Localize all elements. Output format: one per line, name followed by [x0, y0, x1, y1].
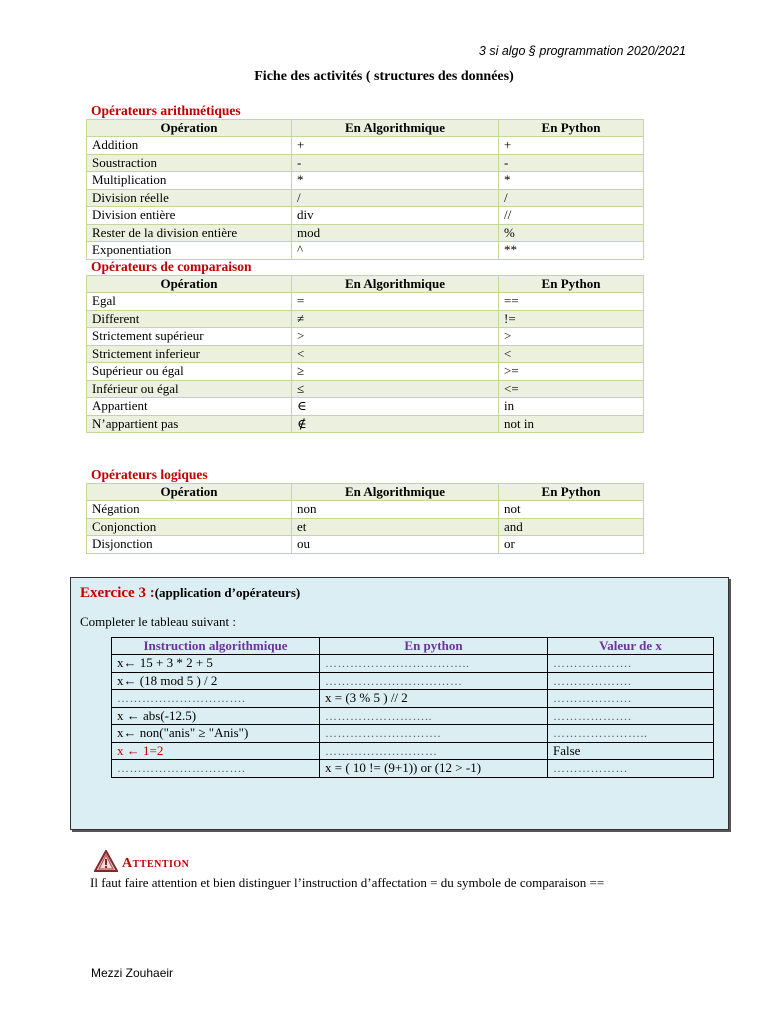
cell-algo: > [292, 328, 499, 346]
cell-operation: Soustraction [87, 154, 292, 172]
cell-algo: * [292, 172, 499, 190]
table-row [87, 310, 644, 328]
table-row [87, 137, 644, 155]
cell-algo: non [292, 501, 499, 519]
cell-operation: Addition [87, 137, 292, 155]
cell-algo: div [292, 207, 499, 225]
cell-python: / [499, 189, 644, 207]
exercise-row [112, 655, 714, 673]
cell-python: % [499, 224, 644, 242]
page-footer: Mezzi Zouhaeir [91, 966, 174, 980]
table-arith [86, 119, 644, 260]
col-header-python: En Python [499, 120, 644, 137]
cell-value[interactable]: ……………… [548, 760, 714, 778]
cell-python: or [499, 536, 644, 554]
table-row [87, 363, 644, 381]
cell-operation: Strictement inferieur [87, 345, 292, 363]
cell-operation: Négation [87, 501, 292, 519]
cell-python[interactable]: ……………………… [320, 742, 548, 760]
exercise-row [112, 725, 714, 743]
table-comp [86, 275, 644, 433]
cell-algo: = [292, 293, 499, 311]
cell-python: - [499, 154, 644, 172]
cell-algo: ≤ [292, 380, 499, 398]
col-header-operation: Opération [87, 120, 292, 137]
exercise-row [112, 690, 714, 708]
cell-instruction: x← non("anis" ≥ "Anis") [112, 725, 320, 743]
cell-python: not [499, 501, 644, 519]
cell-value[interactable]: ………………….. [548, 725, 714, 743]
cell-python[interactable]: …………………………….. [320, 655, 548, 673]
cell-instruction: x ← abs(-12.5) [112, 707, 320, 725]
table-logic [86, 483, 644, 554]
warning-icon [94, 850, 118, 872]
table-row [87, 501, 644, 519]
cell-algo: ou [292, 536, 499, 554]
col-header-instruction: Instruction algorithmique [112, 638, 320, 655]
cell-python[interactable]: …………………….. [320, 707, 548, 725]
cell-algo: et [292, 518, 499, 536]
exercise-title [80, 585, 300, 602]
exercise-table [111, 637, 714, 778]
cell-operation: Division réelle [87, 189, 292, 207]
cell-python: x = (3 % 5 ) // 2 [320, 690, 548, 708]
page-title: Fiche des activités ( structures des données) [254, 69, 514, 84]
cell-instruction[interactable]: …………………………. [112, 690, 320, 708]
cell-algo: - [292, 154, 499, 172]
exercise-subtitle: (application d’opérateurs) [154, 585, 301, 600]
cell-algo: mod [292, 224, 499, 242]
table-row [87, 536, 644, 554]
table-row [87, 224, 644, 242]
cell-value: False [548, 742, 714, 760]
exercise-box [70, 577, 729, 830]
cell-value[interactable]: ………………. [548, 655, 714, 673]
exercise-row [112, 707, 714, 725]
cell-value[interactable]: ………………. [548, 690, 714, 708]
col-header-operation: Opération [87, 276, 292, 293]
attention-text: Il faut faire attention et bien distinguer l’instruction d’affectation = du symbole de comparaison == [90, 875, 605, 890]
cell-algo: + [292, 137, 499, 155]
table-row [87, 345, 644, 363]
section-title-comp: Opérateurs de comparaison [91, 259, 252, 274]
cell-operation: Division entière [87, 207, 292, 225]
table-row [87, 293, 644, 311]
table-row [87, 242, 644, 260]
cell-value[interactable]: ………………. [548, 707, 714, 725]
cell-operation: Appartient [87, 398, 292, 416]
cell-value[interactable]: ………………. [548, 672, 714, 690]
table-row [87, 398, 644, 416]
exercise-row [112, 672, 714, 690]
col-header-en-python: En python [320, 638, 548, 655]
cell-algo: ≠ [292, 310, 499, 328]
cell-algo: ∈ [292, 398, 499, 416]
cell-python: < [499, 345, 644, 363]
cell-python: // [499, 207, 644, 225]
cell-python: ** [499, 242, 644, 260]
cell-operation: Egal [87, 293, 292, 311]
section-title-arith: Opérateurs arithmétiques [91, 103, 241, 118]
cell-python: != [499, 310, 644, 328]
cell-algo: ∉ [292, 415, 499, 433]
col-header-value: Valeur de x [548, 638, 714, 655]
cell-operation: Inférieur ou égal [87, 380, 292, 398]
cell-instruction: x← (18 mod 5 ) / 2 [112, 672, 320, 690]
table-row [87, 154, 644, 172]
cell-python: + [499, 137, 644, 155]
cell-instruction[interactable]: …………………………. [112, 760, 320, 778]
exercise-number: Exercice 3 : [80, 585, 155, 601]
cell-python: >= [499, 363, 644, 381]
exercise-instruction: Completer le tableau suivant : [80, 614, 236, 629]
cell-python: not in [499, 415, 644, 433]
cell-python: <= [499, 380, 644, 398]
cell-operation: Multiplication [87, 172, 292, 190]
col-header-operation: Opération [87, 484, 292, 501]
section-title-logic: Opérateurs logiques [91, 467, 208, 482]
col-header-python: En Python [499, 276, 644, 293]
exercise-row [112, 742, 714, 760]
cell-python: > [499, 328, 644, 346]
col-header-python: En Python [499, 484, 644, 501]
attention-label: Attention [122, 856, 190, 871]
table-row [87, 518, 644, 536]
cell-instruction: x← 15 + 3 * 2 + 5 [112, 655, 320, 673]
table-row [87, 415, 644, 433]
cell-python: == [499, 293, 644, 311]
page-header: 3 si algo § programmation 2020/2021 [478, 44, 686, 58]
table-row [87, 189, 644, 207]
attention-block [94, 850, 190, 874]
cell-algo: ≥ [292, 363, 499, 381]
cell-operation: Strictement supérieur [87, 328, 292, 346]
table-row [87, 172, 644, 190]
table-row [87, 380, 644, 398]
cell-operation: Exponentiation [87, 242, 292, 260]
col-header-algo: En Algorithmique [292, 120, 499, 137]
table-row [87, 207, 644, 225]
cell-operation: Different [87, 310, 292, 328]
cell-python[interactable]: …………………………… [320, 672, 548, 690]
cell-python: in [499, 398, 644, 416]
cell-instruction: x ← 1=2 [112, 742, 320, 760]
cell-operation: Disjonction [87, 536, 292, 554]
table-row [87, 328, 644, 346]
cell-python: and [499, 518, 644, 536]
cell-operation: Rester de la division entière [87, 224, 292, 242]
cell-operation: Conjonction [87, 518, 292, 536]
cell-python: x = ( 10 != (9+1)) or (12 > -1) [320, 760, 548, 778]
col-header-algo: En Algorithmique [292, 276, 499, 293]
col-header-algo: En Algorithmique [292, 484, 499, 501]
cell-algo: / [292, 189, 499, 207]
cell-operation: Supérieur ou égal [87, 363, 292, 381]
cell-algo: ^ [292, 242, 499, 260]
cell-operation: N’appartient pas [87, 415, 292, 433]
cell-python[interactable]: ………………………. [320, 725, 548, 743]
cell-algo: < [292, 345, 499, 363]
cell-python: * [499, 172, 644, 190]
exercise-row [112, 760, 714, 778]
